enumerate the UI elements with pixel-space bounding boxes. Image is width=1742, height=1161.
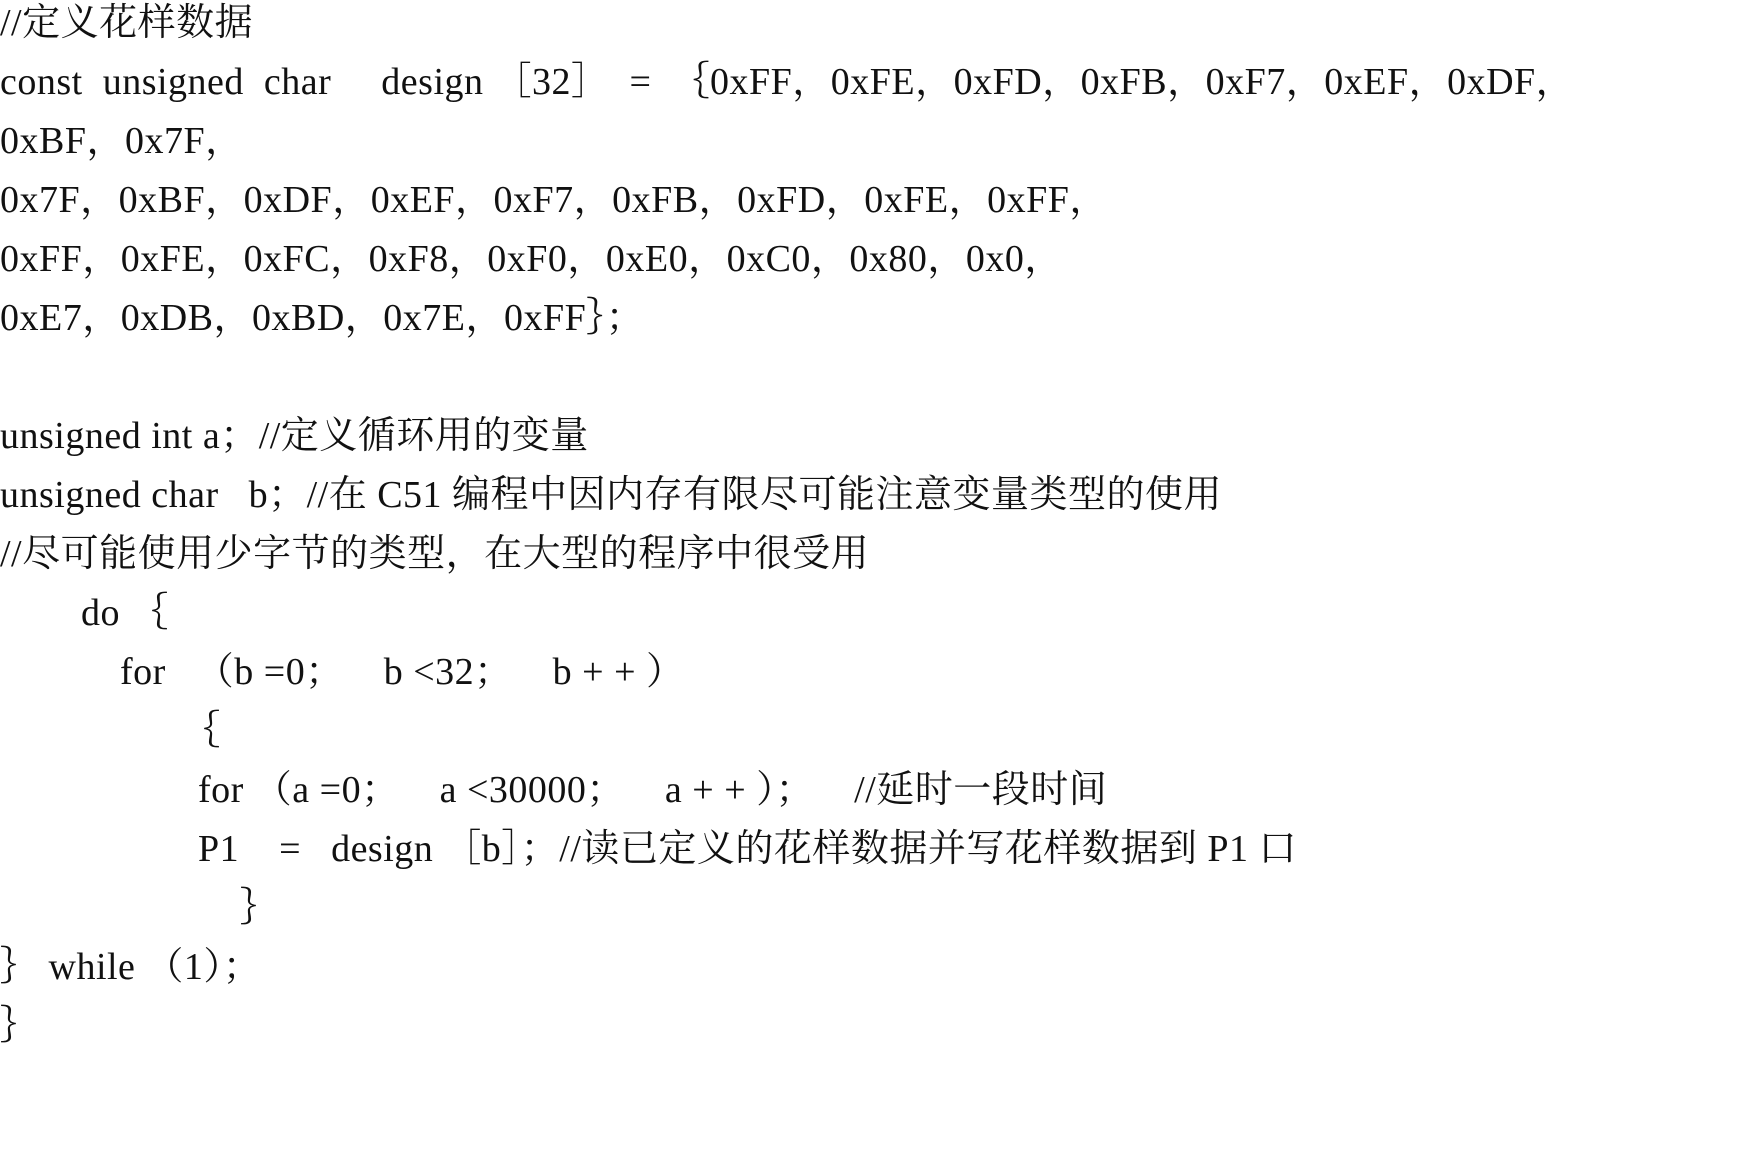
- code-line-array-values-1: 0xBF，0x7F，: [0, 120, 244, 162]
- code-line-array-values-3: 0xFF，0xFE，0xFC，0xF8，0xF0，0xE0，0xC0，0x80，0x0，: [0, 238, 1063, 280]
- code-line-char-b-declaration: unsigned char b；//在 C51 编程中因内存有限尽可能注意变量类型的使用: [0, 474, 1223, 516]
- code-line-for-a-delay: for （a =0； a <30000； a + + ）； //延时一段时间: [198, 769, 1108, 811]
- code-line-comment-byte-type: //尽可能使用少字节的类型，在大型的程序中很受用: [0, 533, 870, 575]
- code-line-open-brace: ｛: [182, 710, 221, 752]
- code-line-close-brace-for: ｝: [240, 887, 279, 929]
- code-line-for-b-loop: for （b =0； b <32； b + + ）: [120, 651, 685, 693]
- code-line-while: ｝ while （1）；: [0, 946, 262, 988]
- code-line-comment-pattern-data: //定义花样数据: [0, 2, 254, 44]
- code-line-p1-assignment: P1 = design ［b］；//读已定义的花样数据并写花样数据到 P1 口: [198, 828, 1298, 870]
- code-line-do: do ｛: [81, 592, 169, 634]
- code-line-array-values-4: 0xE7，0xDB，0xBD，0x7E，0xFF｝；: [0, 297, 645, 339]
- code-line-array-values-2: 0x7F，0xBF，0xDF，0xEF，0xF7，0xFB，0xFD，0xFE，0xFF，: [0, 179, 1108, 221]
- code-line-int-a-declaration: unsigned int a；//定义循环用的变量: [0, 415, 589, 457]
- code-line-close-brace-final: ｝: [0, 1005, 39, 1047]
- code-line-design-array-declaration: const unsigned char design ［32］ = ｛0xFF，0xFE，0xFD，0xFB，0xF7，0xEF，0xDF，: [0, 61, 1575, 103]
